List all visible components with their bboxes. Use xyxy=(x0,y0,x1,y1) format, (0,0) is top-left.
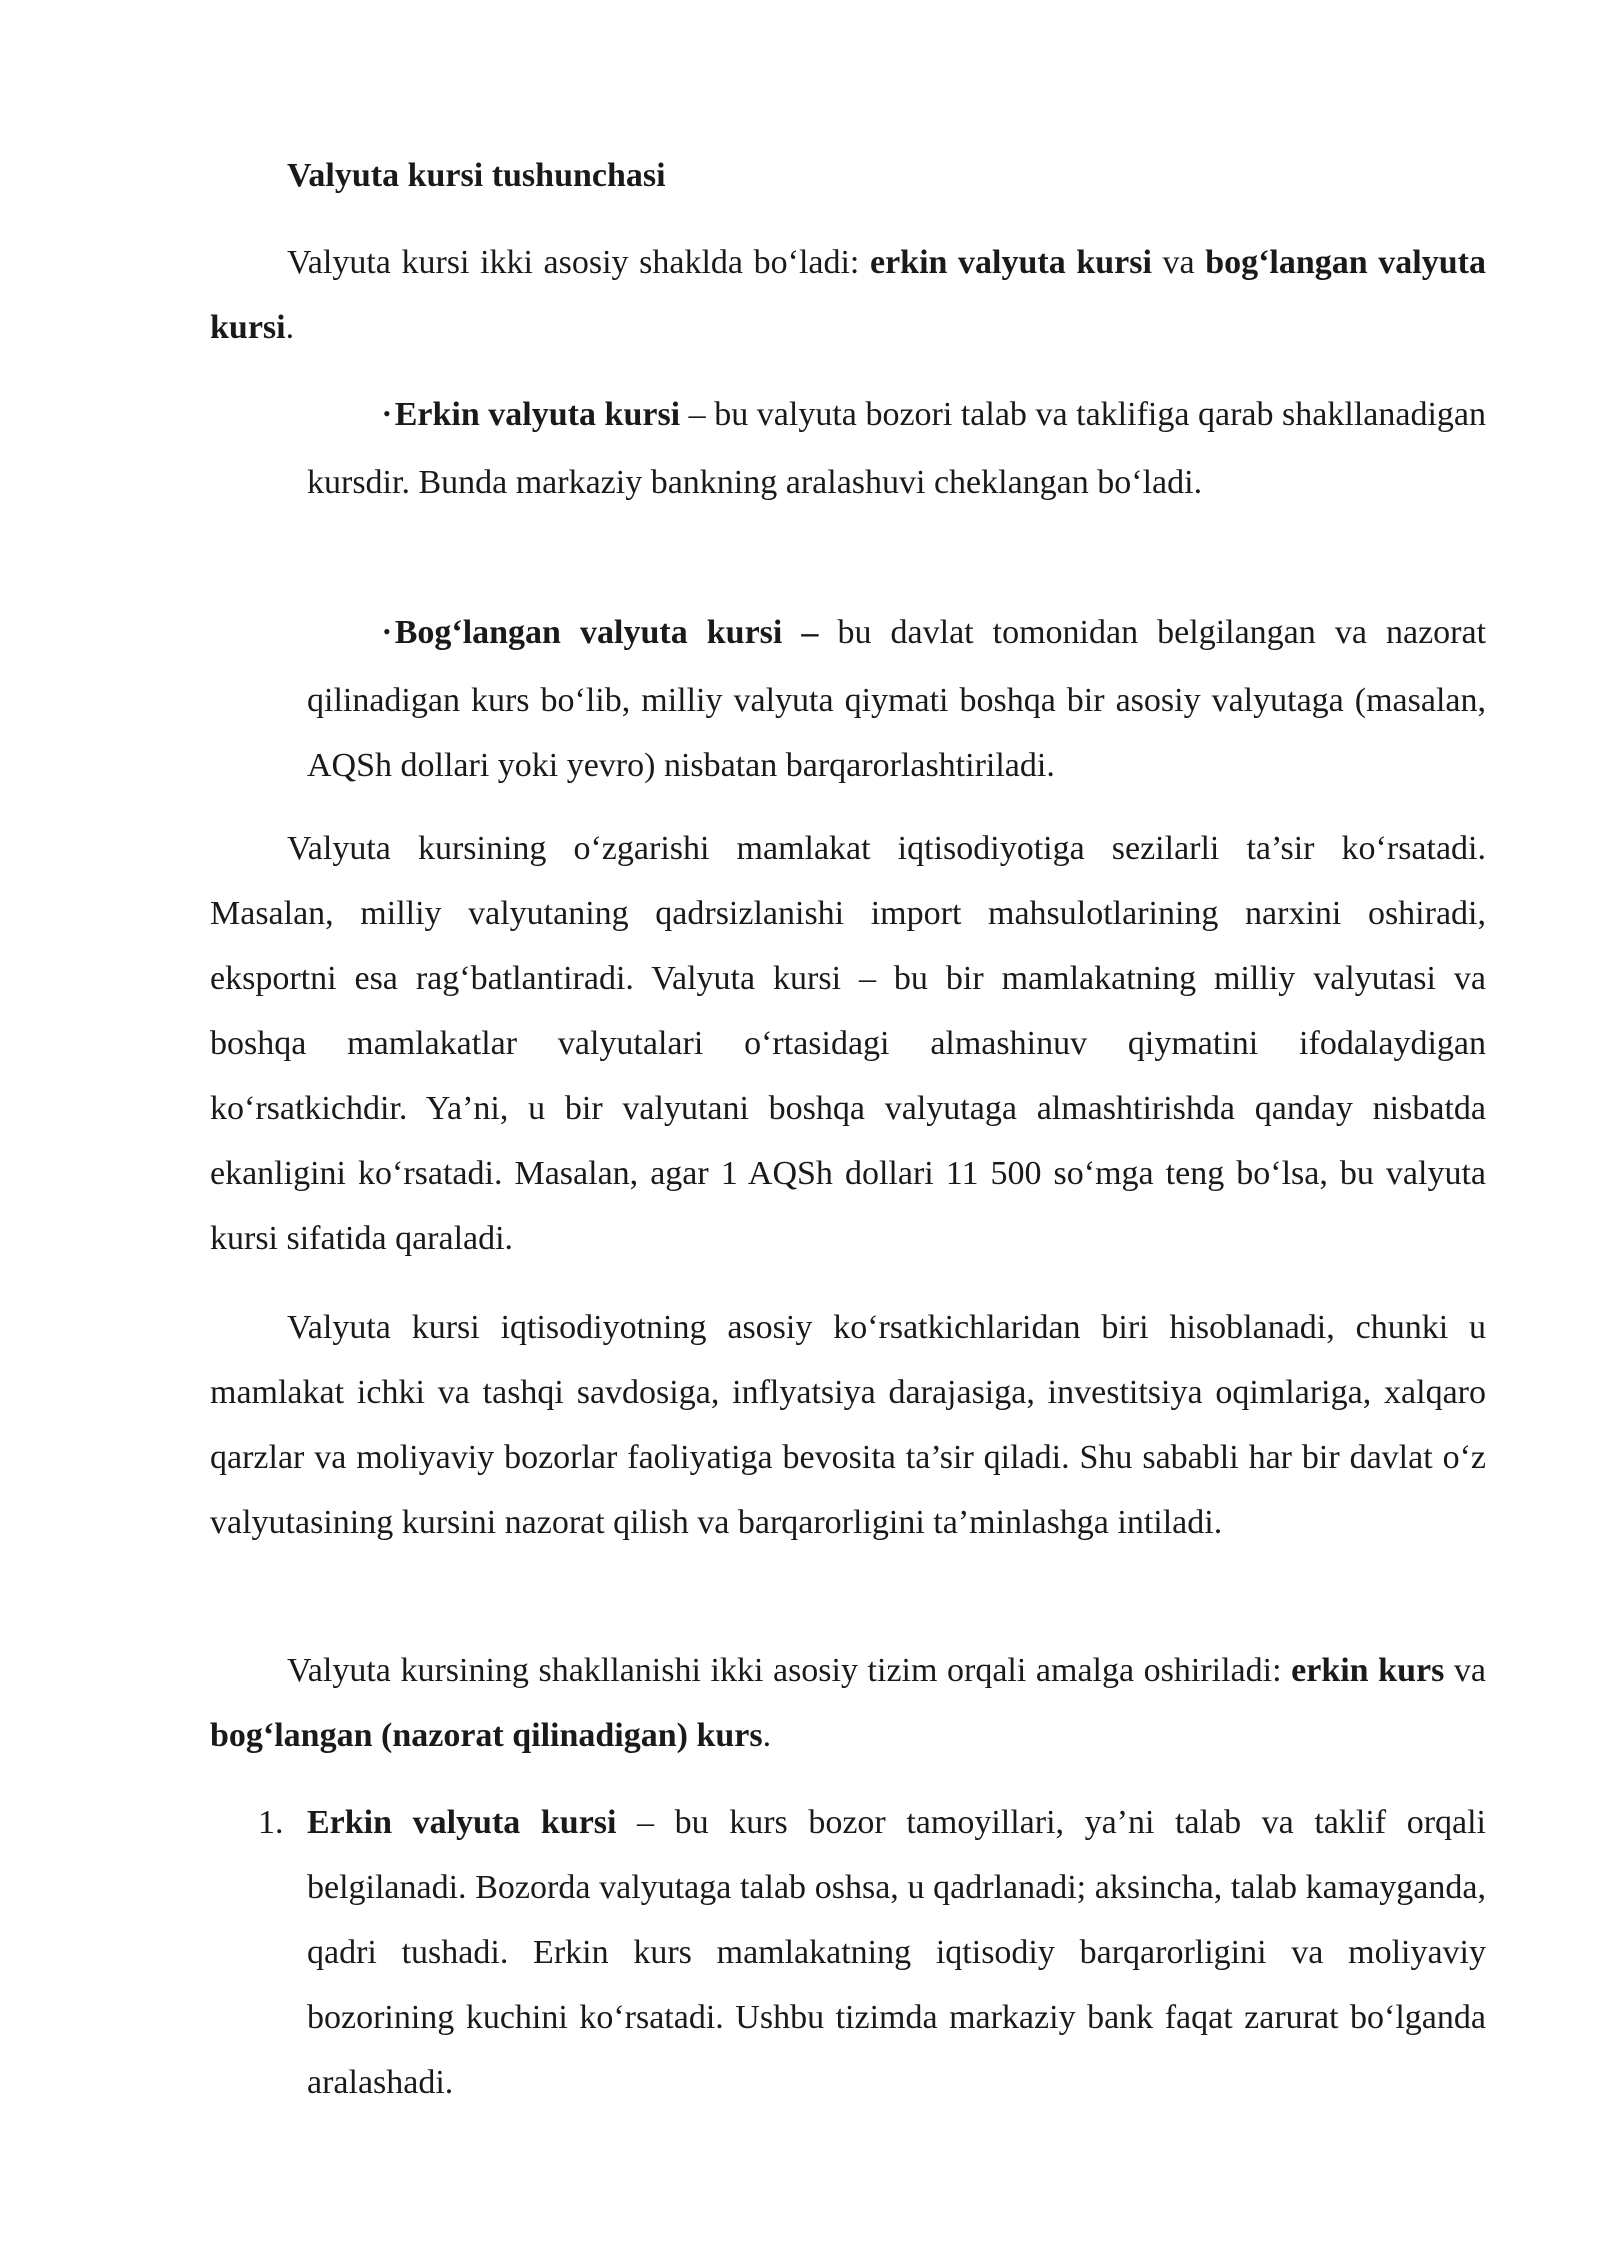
paragraph-economic-indicator: Valyuta kursi iqtisodiyotning asosiy ko‘rsatkichlaridan biri hisoblanadi, chunki u mamlakat ichki va tashqi savdosiga, inflyatsiya darajasiga, investitsiya oqimlariga, xalqaro qarzlar va moliyaviy bozorlar faoliyatiga bevosita ta’sir qiladi. Shu sababli har bir davlat o‘z valyutasining kursini nazorat qilish va barqarorligini ta’minlashga intiladi. xyxy=(210,1309,1486,1541)
list-number-1: 1. xyxy=(258,1804,284,1841)
formation-bold-free: erkin kurs xyxy=(1291,1652,1445,1689)
numbered-bold-free-rate: Erkin valyuta kursi xyxy=(307,1804,617,1841)
intro-paragraph xyxy=(210,230,1486,360)
numbered-text-free-rate: – bu kurs bozor tamoyillari, ya’ni talab va taklif orqali belgilanadi. Bozorda valyutaga talab oshsa, u qadrlanadi; aksincha, talab kamayganda, qadri tushadi. Erkin kurs mamlakatning iqtisodiy barqarorligini va moliyaviy bozorining kuchini ko‘rsatadi. Ushbu tizimda markaziy bank faqat zarurat bo‘lganda aralashadi. xyxy=(307,1804,1486,2101)
section-title: Valyuta kursi tushunchasi xyxy=(287,157,666,194)
paragraph-formation-systems xyxy=(210,1638,1486,1768)
formation-text-2: va xyxy=(1444,1652,1487,1689)
formation-text-3: . xyxy=(762,1717,772,1754)
bullet-dash: – xyxy=(782,614,819,651)
bullet-item-free-rate xyxy=(307,382,1486,515)
intro-text-3: . xyxy=(285,309,295,346)
bullet-bold-pegged-rate: Bog‘langan valyuta kursi xyxy=(394,614,783,651)
bullet-marker: • xyxy=(383,619,391,644)
bullet-marker: • xyxy=(383,401,391,426)
formation-bold-pegged: bog‘langan (nazorat qilinadigan) kurs xyxy=(210,1717,763,1754)
bullet-bold-free-rate: Erkin valyuta kursi xyxy=(394,396,681,433)
numbered-item-free-rate xyxy=(307,1790,1486,2115)
intro-bold-free-rate: erkin valyuta kursi xyxy=(869,244,1152,281)
bullet-text-free-rate: – bu valyuta bozori talab va taklifiga qarab shakllanadigan kursdir. Bunda markaziy bankning aralashuvi cheklangan bo‘ladi. xyxy=(307,396,1486,501)
bullet-text-pegged-rate: bu davlat tomonidan belgilangan va nazorat qilinadigan kurs bo‘lib, milliy valyuta qiymati boshqa bir asosiy valyutaga (masalan, AQSh dollari yoki yevro) nisbatan barqarorlashtiriladi. xyxy=(307,614,1487,784)
intro-bold-pegged-rate: bog‘langan valyuta kursi xyxy=(210,244,1486,346)
intro-text-2: va xyxy=(1151,244,1206,281)
paragraph-exchange-rate-change: Valyuta kursining o‘zgarishi mamlakat iqtisodiyotiga sezilarli ta’sir ko‘rsatadi. Masalan, milliy valyutaning qadrsizlanishi import mahsulotlarining narxini oshiradi, eksportni esa rag‘batlantiradi. Valyuta kursi – bu bir mamlakatning milliy valyutasi va boshqa mamlakatlar valyutalari o‘rtasidagi almashinuv qiymatini ifodalaydigan ko‘rsatkichdir. Ya’ni, u bir valyutani boshqa valyutaga almashtirishda qanday nisbatda ekanligini ko‘rsatadi. Masalan, agar 1 AQSh dollari 11 500 so‘mga teng bo‘lsa, bu valyuta kursi sifatida qaraladi. xyxy=(210,830,1486,1257)
formation-text-1: Valyuta kursining shakllanishi ikki asosiy tizim orqali amalga oshiriladi: xyxy=(287,1652,1292,1689)
intro-text-1: Valyuta kursi ikki asosiy shaklda bo‘ladi: xyxy=(287,244,870,281)
bullet-item-pegged-rate xyxy=(307,600,1486,798)
